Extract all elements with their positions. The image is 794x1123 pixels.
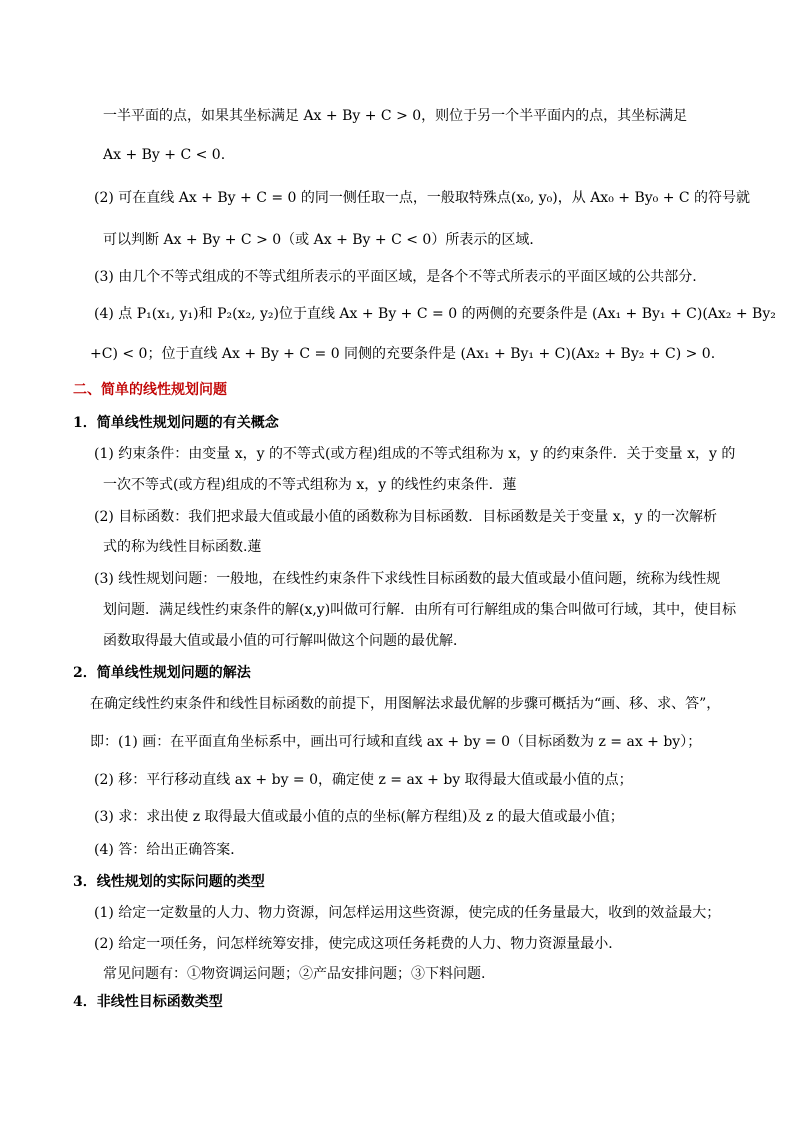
text-line: (2) 目标函数：我们把求最大值或最小值的函数称为目标函数．目标函数是关于变量 x，y 的一次解析 — [94, 509, 717, 525]
subsection-heading: 1．简单线性规划问题的有关概念 — [73, 415, 279, 431]
subsection-heading: 3．线性规划的实际问题的类型 — [73, 874, 265, 890]
text-line: (1) 约束条件：由变量 x，y 的不等式(或方程)组成的不等式组称为 x，y 的约束条件．关于变量 x，y 的 — [94, 446, 736, 462]
text-line: +C) < 0；位于直线 Ax + By + C = 0 同侧的充要条件是 (Ax₁ + By₁ + C)(Ax₂ + By₂ + C) > 0. — [90, 346, 716, 362]
text-line: 式的称为线性目标函数.蓮 — [103, 539, 262, 555]
text-line: (3) 求：求出使 z 取得最大值或最小值的点的坐标(解方程组)及 z 的最大值或最小值； — [94, 809, 624, 825]
text-line: (4) 点 P₁(x₁, y₁)和 P₂(x₂, y₂)位于直线 Ax + By + C = 0 的两侧的充要条件是 (Ax₁ + By₁ + C)(Ax₂ + By₂ — [94, 306, 776, 322]
text-line: 常见问题有：①物资调运问题；②产品安排问题；③下料问题. — [103, 966, 486, 982]
text-line: 函数取得最大值或最小值的可行解叫做这个问题的最优解． — [103, 633, 467, 649]
subsection-heading: 2．简单线性规划问题的解法 — [73, 665, 251, 681]
text-line: (3) 线性规划问题：一般地，在线性约束条件下求线性目标函数的最大值或最小值问题，统称为线性规 — [94, 571, 721, 587]
text-line: Ax + By + C < 0. — [103, 147, 226, 163]
text-line: 即：(1) 画：在平面直角坐标系中，画出可行域和直线 ax + by = 0（目标函数为 z = ax + by）； — [90, 734, 702, 750]
text-line: (1) 给定一定数量的人力、物力资源，问怎样运用这些资源，使完成的任务量最大，收到的效益最大； — [94, 905, 721, 921]
text-line: (2) 移：平行移动直线 ax + by = 0，确定使 z = ax + by 取得最大值或最小值的点； — [94, 772, 633, 788]
text-line: 一半平面的点，如果其坐标满足 Ax + By + C > 0，则位于另一个半平面内的点，其坐标满足 — [103, 108, 688, 124]
text-line: 可以判断 Ax + By + C > 0（或 Ax + By + C < 0）所表示的区域． — [103, 232, 544, 248]
text-line: 一次不等式(或方程)组成的不等式组称为 x，y 的线性约束条件．蓮 — [103, 477, 517, 493]
subsection-heading: 4．非线性目标函数类型 — [73, 994, 223, 1010]
text-line: (2) 给定一项任务，问怎样统筹安排，使完成这项任务耗费的人力、物力资源量最小． — [94, 936, 623, 952]
text-line: (3) 由几个不等式组成的不等式组所表示的平面区域，是各个不等式所表示的平面区域的公共部分. — [94, 269, 697, 285]
text-line: 划问题．满足线性约束条件的解(x,y)叫做可行解．由所有可行解组成的集合叫做可行域，其中，使目标 — [103, 602, 737, 618]
text-line: 在确定线性约束条件和线性目标函数的前提下，用图解法求最优解的步骤可概括为“画、移、求、答”， — [90, 696, 721, 712]
text-line: (4) 答：给出正确答案． — [94, 842, 245, 858]
section-heading: 二、简单的线性规划问题 — [73, 382, 227, 398]
text-line: (2) 可在直线 Ax + By + C = 0 的同一侧任取一点，一般取特殊点(x₀, y₀)，从 Ax₀ + By₀ + C 的符号就 — [94, 190, 751, 206]
